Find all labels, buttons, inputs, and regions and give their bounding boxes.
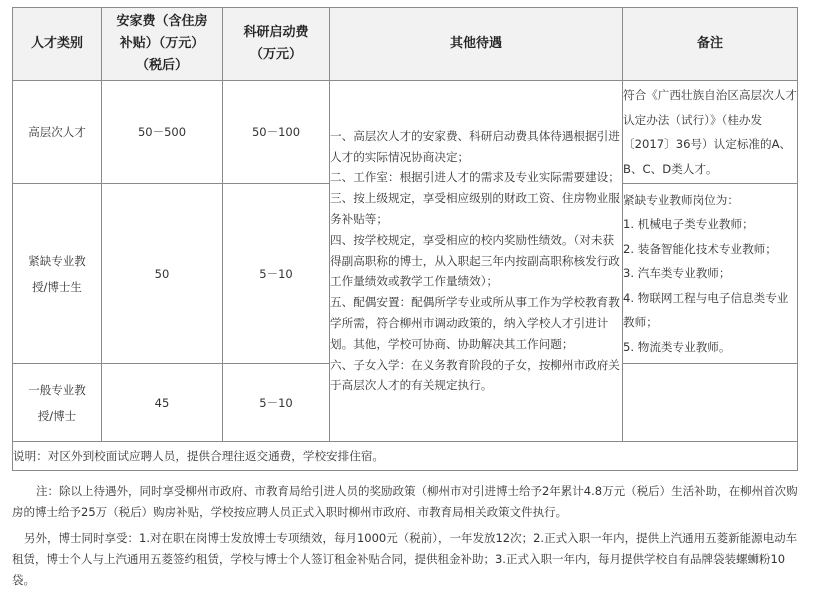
note-cell: 说明：对区外到校面试应聘人员，提供合理往返交通费，学校安排住宿。 [13,442,798,471]
remark-empty-cell [623,364,798,442]
research-cell: 50－100 [223,81,330,184]
remark-shortage-cell [623,184,798,364]
footnote-policy: 注：除以上待遇外，同时享受柳州市政府、市教育局给引进人员的奖励政策（柳州市对引进博士给予2年累计4.8万元（税后）生活补助，在柳州首次购房的博士给予25万（税后）购房补贴，学校按应聘人员正式入职时柳州市政府、市教育局相关政策文件执行。 [12,484,798,519]
remark-shortage-item: 4. 物联网工程与电子信息类专业教师； [623,290,789,330]
other-item: 五、配偶安置：配偶所学专业或所从事工作为学校教育教学所需，符合柳州市调动政策的，纳入学校人才引进计划。其他，学校可协商、协助解决其工作问题； [330,295,620,351]
header-research: 科研启动费（万元） [223,8,330,81]
category-cell: 高层次人才 [13,81,102,184]
research-cell: 5－10 [223,184,330,364]
remark-shortage-item: 2. 装备智能化技术专业教师； [623,241,777,256]
other-benefits-cell [330,81,623,442]
other-item: 二、工作室：根据引进人才的需求及专业实际需要建设； [330,170,620,185]
remark-shortage-item: 1. 机械电子类专业教师； [623,217,754,232]
remark-high-cell [623,81,798,184]
category-cell: 一般专业教授/博士 [13,364,102,442]
other-item: 一、高层次人才的安家费、科研启动费具体待遇根据引进人才的实际情况协商决定； [330,128,620,164]
note-row [13,442,798,471]
table-row [13,81,798,184]
remark-shortage-item: 5. 物流类专业教师。 [623,339,731,354]
remark-high-text: 符合《广西壮族自治区高层次人才认定办法（试行）》（桂办发〔2017〕36号）认定标准的A、B、C、D类人才。 [623,88,797,176]
settle-cell: 50 [102,184,223,364]
settle-cell: 45 [102,364,223,442]
settle-cell: 50－500 [102,81,223,184]
talent-benefits-table [12,7,798,471]
header-row [13,8,798,81]
other-item: 三、按上级规定，享受相应级别的财政工资、住房物业服务补贴等； [330,191,620,226]
header-other: 其他待遇 [330,8,623,81]
header-category: 人才类别 [13,8,102,81]
remark-shortage-title: 紧缺专业教师岗位为： [623,192,739,207]
remark-shortage-item: 3. 汽车类专业教师； [623,266,731,281]
category-cell: 紧缺专业教授/博士生 [13,184,102,364]
header-remarks: 备注 [623,8,798,81]
other-item: 六、子女入学：在义务教育阶段的子女，按柳州市政府关于高层次人才的有关规定执行。 [330,357,620,393]
header-settle: 安家费（含住房补贴）（万元）（税后） [102,8,223,81]
other-item: 四、按学校规定，享受相应的校内奖励性绩效。（对未获得副高职称的博士，从入职起三年内按副高职称核发行政工作量绩效或教学工作量绩效）； [330,232,620,289]
footnote-doctor: 另外，博士同时享受：1.对在职在岗博士发放博士专项绩效，每月1000元（税前），一年发放12次；2.正式入职一年内，提供上汽通用五菱新能源电动车租赁，博士个人与上汽通用五菱签约租赁，学校与博士个人签订租金补贴合同，提供租金补助；3.正式入职一年内，每月提供学校自有品牌袋装螺蛳粉10袋。 [12,531,798,587]
research-cell: 5－10 [223,364,330,442]
